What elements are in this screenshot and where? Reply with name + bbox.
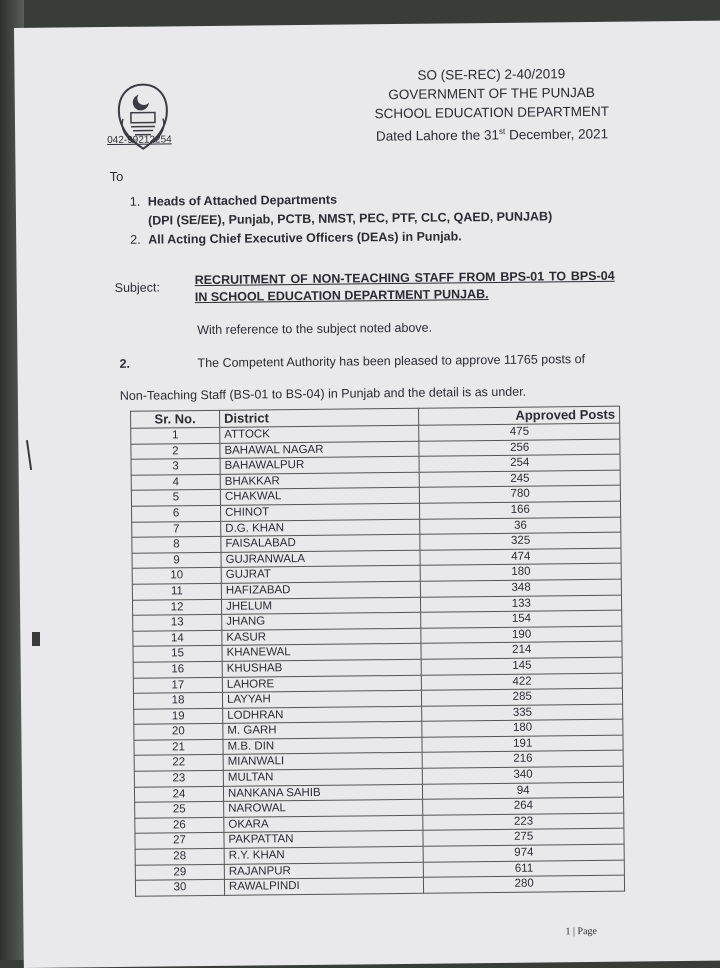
sr-no-cell: 22 bbox=[134, 755, 223, 772]
sr-no-cell: 11 bbox=[132, 583, 221, 600]
district-cell: PAKPATTAN bbox=[224, 831, 424, 849]
district-cell: JHELUM bbox=[221, 597, 421, 615]
addressee-list bbox=[130, 188, 553, 249]
district-cell: BHAKKAR bbox=[220, 472, 420, 490]
sr-no-cell: 3 bbox=[131, 459, 220, 476]
sr-no-cell: 12 bbox=[132, 599, 221, 616]
sr-no-cell: 15 bbox=[133, 646, 222, 663]
paragraph-number: 2. bbox=[119, 356, 131, 371]
reference-number: SO (SE-REC) 2-40/2019 bbox=[417, 66, 566, 83]
sr-no-cell: 26 bbox=[135, 817, 224, 834]
paragraph-2-line-2: Non-Teaching Staff (BS-01 to BS-04) in Punjab and the detail is as under. bbox=[119, 384, 527, 403]
approved-posts-cell: 223 bbox=[423, 813, 624, 831]
sr-no-cell: 14 bbox=[133, 630, 222, 647]
office-phone-number: 042-99212254 bbox=[107, 134, 172, 147]
approved-posts-cell: 256 bbox=[419, 439, 620, 457]
approved-posts-cell: 145 bbox=[422, 657, 623, 675]
approved-posts-cell: 190 bbox=[421, 626, 622, 644]
subject-label: Subject: bbox=[114, 280, 160, 295]
approved-posts-cell: 216 bbox=[423, 751, 624, 769]
sr-no-cell: 19 bbox=[134, 708, 223, 725]
sr-no-cell: 20 bbox=[134, 724, 223, 741]
approved-posts-cell: 166 bbox=[420, 501, 621, 519]
district-cell: RAJANPUR bbox=[224, 862, 424, 880]
district-cell: LODHRAN bbox=[223, 706, 423, 724]
sr-no-cell: 27 bbox=[135, 833, 224, 850]
sr-no-cell: 23 bbox=[134, 770, 223, 787]
district-cell: FAISALABAD bbox=[221, 534, 421, 552]
district-cell: KASUR bbox=[222, 628, 422, 646]
sr-no-cell: 21 bbox=[134, 739, 223, 756]
date-line: Dated Lahore the 31st December, 2021 bbox=[375, 126, 609, 144]
approved-posts-cell: 180 bbox=[422, 719, 623, 737]
sr-no-cell: 10 bbox=[132, 568, 221, 585]
paragraph-2-line-1: The Competent Authority has been pleased to approve 11765 posts of bbox=[197, 352, 586, 371]
approved-posts-cell: 275 bbox=[423, 829, 624, 847]
sr-no-cell: 8 bbox=[132, 537, 221, 554]
government-name: GOVERNMENT OF THE PUNJAB bbox=[388, 84, 595, 103]
sr-no-cell: 18 bbox=[133, 692, 222, 709]
reference-line: With reference to the subject noted above. bbox=[197, 320, 433, 338]
approved-posts-cell: 348 bbox=[421, 579, 622, 597]
approved-posts-cell: 214 bbox=[421, 641, 622, 659]
approved-posts-cell: 475 bbox=[419, 423, 620, 441]
approved-posts-cell: 36 bbox=[420, 517, 621, 535]
district-cell: BAHAWALPUR bbox=[220, 456, 420, 474]
approved-posts-cell: 133 bbox=[421, 595, 622, 613]
approved-posts-cell: 254 bbox=[419, 454, 620, 472]
document-page bbox=[14, 21, 720, 968]
district-cell: NAROWAL bbox=[224, 800, 424, 818]
approved-posts-cell: 780 bbox=[420, 486, 621, 504]
sr-no-cell: 6 bbox=[132, 505, 221, 522]
sr-no-cell: 16 bbox=[133, 661, 222, 678]
district-cell: D.G. KHAN bbox=[221, 519, 421, 537]
sr-no-cell: 30 bbox=[135, 880, 224, 897]
page-number: 1 | Page bbox=[565, 925, 598, 938]
district-cell: JHANG bbox=[222, 612, 422, 630]
approved-posts-cell: 245 bbox=[420, 470, 621, 488]
district-cell: M. GARH bbox=[223, 722, 423, 740]
approved-posts-cell: 474 bbox=[420, 548, 621, 566]
district-cell: GUJRANWALA bbox=[221, 550, 421, 568]
district-cell: MULTAN bbox=[223, 768, 423, 786]
to-label: To bbox=[109, 168, 124, 185]
district-cell: R.Y. KHAN bbox=[224, 846, 424, 864]
district-cell: M.B. DIN bbox=[223, 737, 423, 755]
district-cell: CHAKWAL bbox=[220, 488, 420, 506]
approved-posts-cell: 191 bbox=[422, 735, 623, 753]
district-cell: KHANEWAL bbox=[222, 644, 422, 662]
column-header-sr-no: Sr. No. bbox=[131, 410, 220, 428]
approved-posts-cell: 280 bbox=[424, 875, 625, 893]
approved-posts-cell: 154 bbox=[421, 610, 622, 628]
addressee-item: 2. All Acting Chief Executive Officers (DEAs) in Punjab. bbox=[130, 229, 462, 247]
approved-posts-cell: 264 bbox=[423, 797, 624, 815]
district-cell: BAHAWAL NAGAR bbox=[220, 441, 420, 459]
district-cell: LAYYAH bbox=[222, 690, 422, 708]
approved-posts-cell: 285 bbox=[422, 688, 623, 706]
letter-header bbox=[374, 64, 609, 146]
sr-no-cell: 7 bbox=[132, 521, 221, 538]
district-cell: GUJRAT bbox=[221, 566, 421, 584]
district-cell: MIANWALI bbox=[223, 753, 423, 771]
sr-no-cell: 25 bbox=[135, 802, 224, 819]
sr-no-cell: 24 bbox=[134, 786, 223, 803]
addressee-item: 1. Heads of Attached Departments bbox=[129, 192, 338, 209]
district-cell: KHUSHAB bbox=[222, 659, 422, 677]
district-cell: LAHORE bbox=[222, 675, 422, 693]
sr-no-cell: 28 bbox=[135, 848, 224, 865]
sr-no-cell: 9 bbox=[132, 552, 221, 569]
subject-text: RECRUITMENT OF NON-TEACHING STAFF FROM BPS-01 TO BPS-04 IN SCHOOL EDUCATION DEPARTMENT PUNJAB. bbox=[194, 268, 615, 305]
column-header-district: District bbox=[220, 408, 420, 427]
district-cell: HAFIZABAD bbox=[221, 581, 421, 599]
sr-no-cell: 17 bbox=[133, 677, 222, 694]
district-cell: RAWALPINDI bbox=[224, 877, 424, 895]
sr-no-cell: 5 bbox=[131, 490, 220, 507]
approved-posts-cell: 180 bbox=[421, 564, 622, 582]
district-cell: NANKANA SAHIB bbox=[223, 784, 423, 802]
approved-posts-cell: 335 bbox=[422, 704, 623, 722]
approved-posts-table bbox=[130, 406, 625, 897]
margin-mark bbox=[32, 632, 40, 646]
addressee-item-detail: (DPI (SE/EE), Punjab, PCTB, NMST, PEC, PTF, CLC, QAED, PUNJAB) bbox=[147, 209, 553, 228]
approved-posts-cell: 340 bbox=[423, 766, 624, 784]
column-header-approved-posts: Approved Posts bbox=[419, 406, 620, 425]
district-cell: ATTOCK bbox=[220, 425, 420, 443]
approved-posts-cell: 422 bbox=[422, 673, 623, 691]
sr-no-cell: 4 bbox=[131, 474, 220, 491]
district-cell: OKARA bbox=[224, 815, 424, 833]
department-name: SCHOOL EDUCATION DEPARTMENT bbox=[374, 103, 609, 122]
approved-posts-cell: 94 bbox=[423, 782, 624, 800]
approved-posts-cell: 611 bbox=[424, 860, 625, 878]
sr-no-cell: 13 bbox=[133, 614, 222, 631]
district-cell: CHINOT bbox=[221, 503, 421, 521]
approved-posts-cell: 325 bbox=[420, 532, 621, 550]
sr-no-cell: 29 bbox=[135, 864, 224, 881]
sr-no-cell: 1 bbox=[131, 427, 220, 444]
sr-no-cell: 2 bbox=[131, 443, 220, 460]
approved-posts-cell: 974 bbox=[424, 844, 625, 862]
